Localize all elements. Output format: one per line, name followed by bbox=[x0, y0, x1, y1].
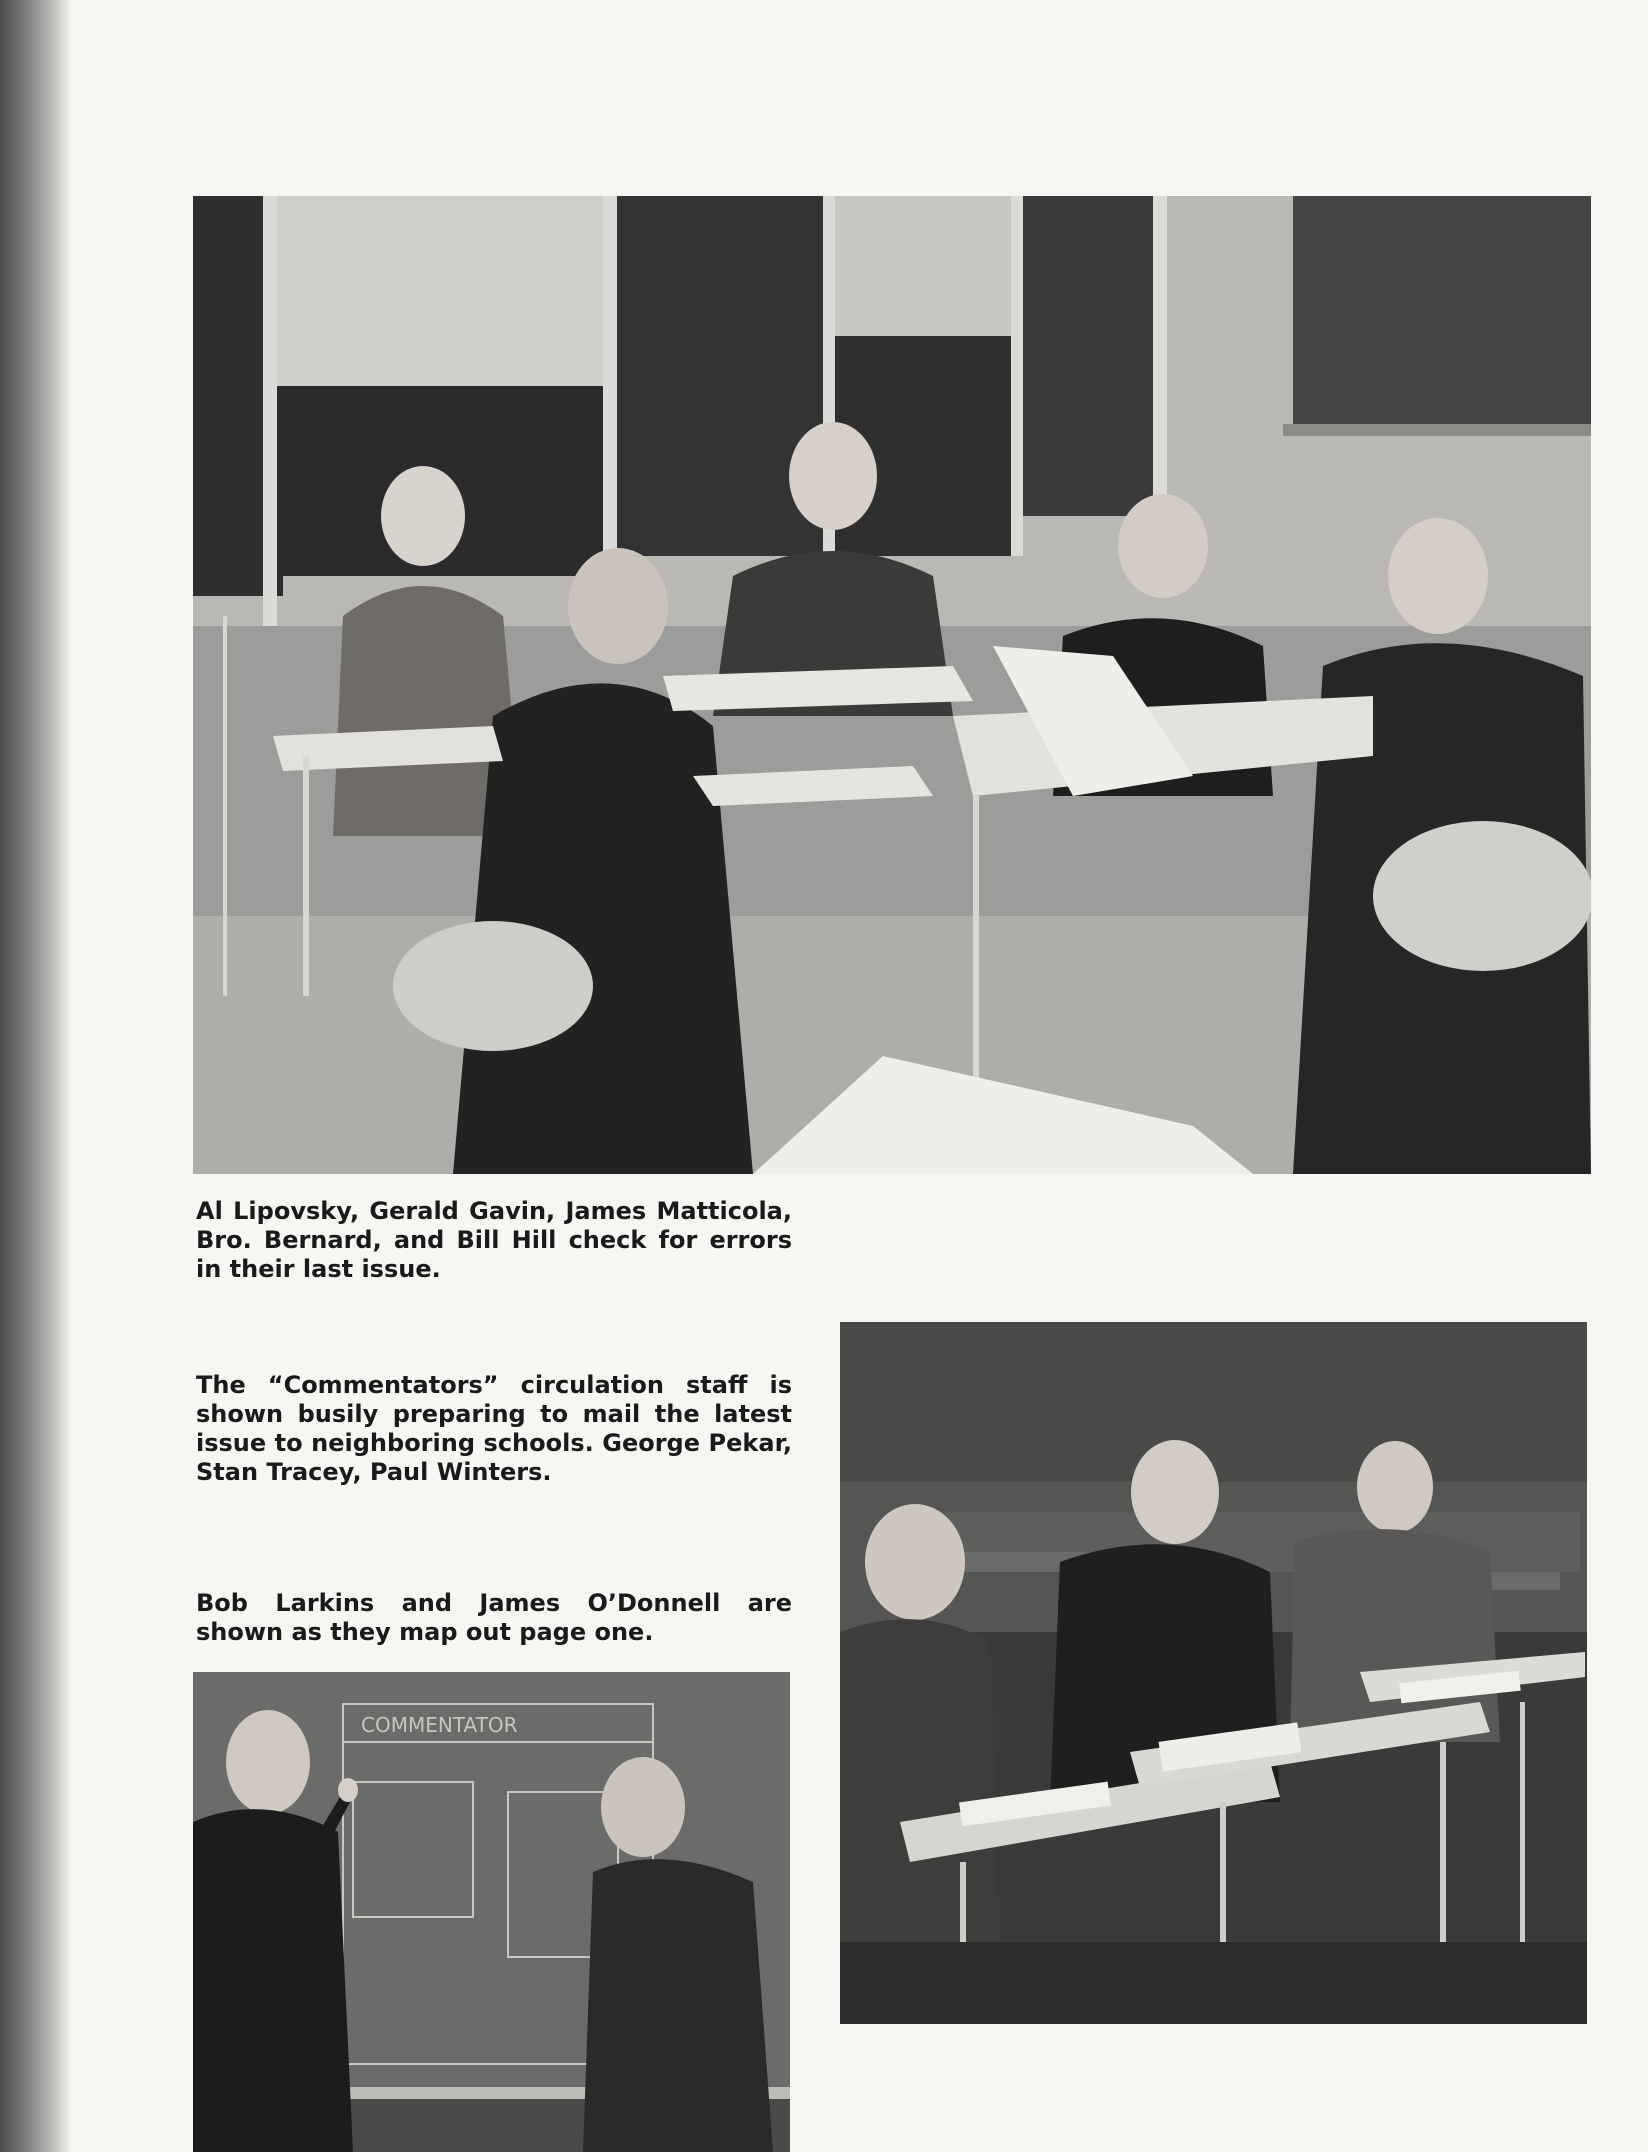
caption-circulation: The “Commentators” circulation staff is shown busily preparing to mail the latest issue to neighboring schools. George Pekar, Stan Tracey, Paul Winters. bbox=[196, 1371, 792, 1486]
photo-chalkboard-illustration bbox=[193, 1672, 790, 2152]
chalkboard-text: COMMENTATOR bbox=[361, 1713, 518, 1737]
photo-circulation-staff bbox=[840, 1322, 1587, 2024]
photo-editors-illustration bbox=[193, 196, 1591, 1174]
photo-circulation-illustration bbox=[840, 1322, 1587, 2024]
photo-editors-checking-issue bbox=[193, 196, 1591, 1174]
binding-shadow bbox=[0, 0, 70, 2152]
caption-editors: Al Lipovsky, Gerald Gavin, James Matticola, Bro. Bernard, and Bill Hill check for errors in their last issue. bbox=[196, 1197, 792, 1283]
photo-chalkboard-layout bbox=[193, 1672, 790, 2152]
caption-layout: Bob Larkins and James O’Donnell are shown as they map out page one. bbox=[196, 1589, 792, 1646]
